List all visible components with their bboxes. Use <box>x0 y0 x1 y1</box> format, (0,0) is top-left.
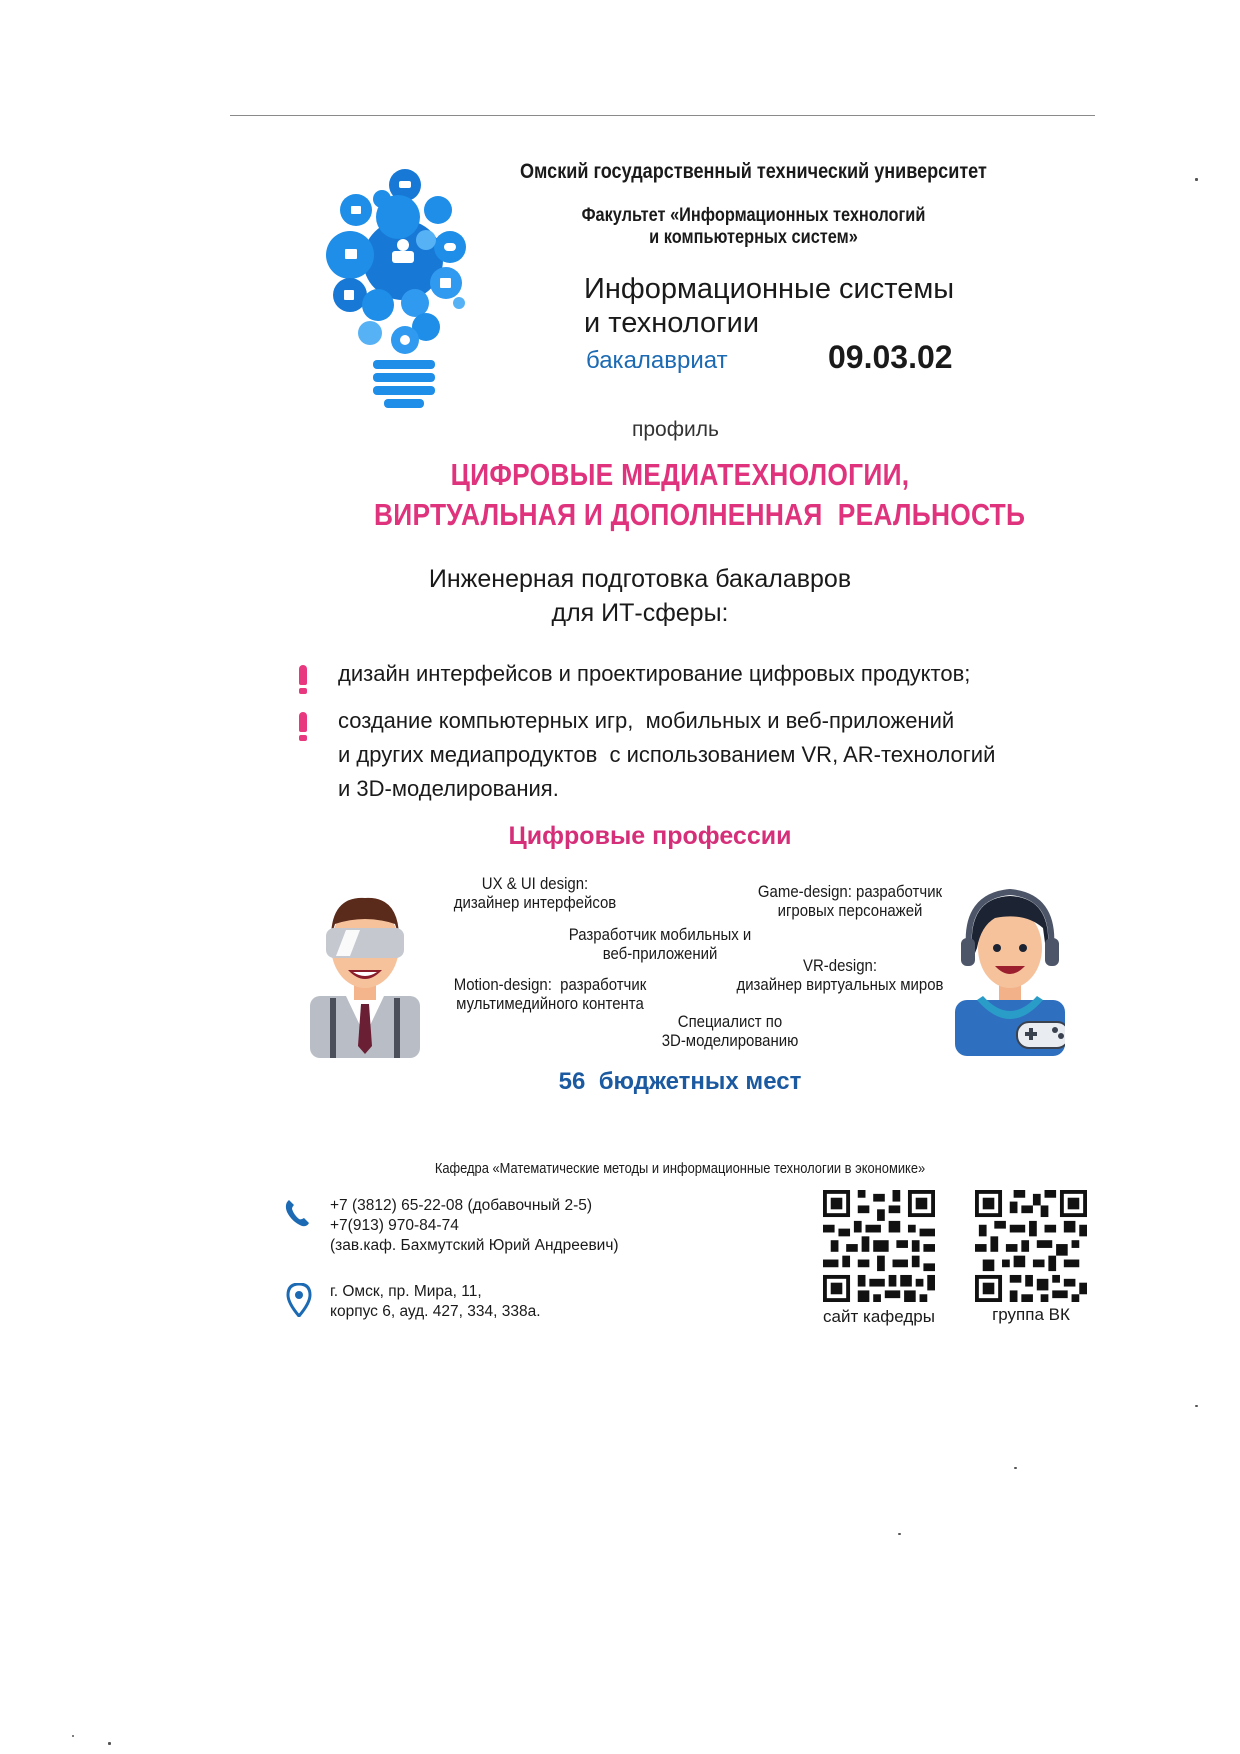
scan-speck <box>1195 178 1198 181</box>
training-line-2: для ИТ-сферы: <box>551 599 729 627</box>
profession-game-design <box>749 882 951 920</box>
phone-icon <box>284 1198 310 1228</box>
profession-ux-ui-line-1: UX & UI design: <box>481 874 589 893</box>
bullet-item-2 <box>338 704 1078 806</box>
phone-1: +7 (3812) 65-22-08 (добавочный 2-5) <box>330 1197 593 1214</box>
qr-caption-site: сайт кафедры <box>823 1307 935 1326</box>
profession-3d-specialist-line-2: 3D-моделированию <box>661 1031 799 1050</box>
profile-title-line-2: ВИРТУАЛЬНАЯ И ДОПОЛНЕННАЯ РЕАЛЬНОСТЬ <box>374 497 1026 532</box>
university-name: Омский государственный технический университет <box>520 160 987 183</box>
profession-vr-design-line-1: VR-design: <box>802 956 878 975</box>
profile-title-line-1: ЦИФРОВЫЕ МЕДИАТЕХНОЛОГИИ, <box>450 457 910 492</box>
top-divider <box>230 115 1095 116</box>
profession-vr-design <box>726 956 955 994</box>
qr-code-icon <box>975 1190 1087 1302</box>
profile-title <box>374 455 1026 535</box>
faculty-line-1: Факультет «Информационных технологий <box>581 205 926 226</box>
contact-address <box>330 1282 541 1322</box>
alert-bullet-icon <box>296 665 314 695</box>
alert-bullet-icon <box>296 712 314 742</box>
address-line-2: корпус 6, ауд. 427, 334, 338а. <box>330 1303 541 1320</box>
bullet-2-line-1: создание компьютерных игр, мобильных и веб-приложений <box>338 708 955 733</box>
profession-3d-specialist <box>633 1012 827 1050</box>
scan-speck <box>72 1735 74 1737</box>
professions-title: Цифровые профессии <box>508 822 792 850</box>
profession-mobile-web-line-2: веб-приложений <box>602 944 718 963</box>
qr-caption-vk: группа ВК <box>992 1305 1070 1324</box>
address-line-1: г. Омск, пр. Мира, 11, <box>330 1283 482 1300</box>
profession-motion-design-line-2: мультимедийного контента <box>456 994 644 1013</box>
profession-ux-ui-line-2: дизайнер интерфейсов <box>453 893 617 912</box>
profession-vr-design-line-2: дизайнер виртуальных миров <box>736 975 944 994</box>
program-name <box>584 272 1024 340</box>
training-heading <box>400 562 880 630</box>
scan-speck <box>898 1533 901 1535</box>
program-line-1: Информационные системы <box>584 273 955 305</box>
degree-label: бакалавриат <box>586 347 728 374</box>
program-code: 09.03.02 <box>828 339 953 375</box>
profile-label: профиль <box>632 418 719 441</box>
bullet-1-line-1: дизайн интерфейсов и проектирование цифровых продуктов; <box>338 661 971 686</box>
profession-game-design-line-1: Game-design: разработчик <box>757 882 943 901</box>
department-head: (зав.каф. Бахмутский Юрий Андреевич) <box>330 1237 619 1254</box>
bullet-2-line-2: и других медиапродуктов с использованием VR, AR-технологий <box>338 742 996 767</box>
bullet-item-1 <box>338 657 1078 691</box>
profession-game-design-line-2: игровых персонажей <box>777 901 923 920</box>
faculty-line-2: и компьютерных систем» <box>649 227 858 248</box>
program-line-2: и технологии <box>584 307 760 339</box>
budget-places: 56 бюджетных мест <box>558 1068 802 1095</box>
faculty-name <box>560 205 947 249</box>
vr-man-illustration <box>310 886 420 1058</box>
scan-speck <box>1195 1405 1198 1407</box>
qr-code-icon <box>823 1190 935 1302</box>
department-name: Кафедра «Математические методы и информационные технологии в экономике» <box>434 1160 926 1177</box>
profession-motion-design <box>436 975 665 1013</box>
profession-3d-specialist-line-1: Специалист по <box>677 1012 783 1031</box>
profession-mobile-web-line-1: Разработчик мобильных и <box>568 925 752 944</box>
scan-speck <box>1014 1467 1017 1469</box>
location-pin-icon <box>286 1283 312 1317</box>
training-line-1: Инженерная подготовка бакалавров <box>428 565 852 593</box>
scan-speck <box>108 1742 111 1745</box>
bullet-2-line-3: и 3D-моделирования. <box>338 776 559 801</box>
phone-2: +7(913) 970-84-74 <box>330 1217 459 1234</box>
lightbulb-icon <box>318 155 488 415</box>
profession-ux-ui <box>443 874 628 912</box>
contact-phones <box>330 1196 619 1256</box>
gamer-girl-illustration <box>955 888 1065 1056</box>
profession-motion-design-line-1: Motion-design: разработчик <box>453 975 647 994</box>
